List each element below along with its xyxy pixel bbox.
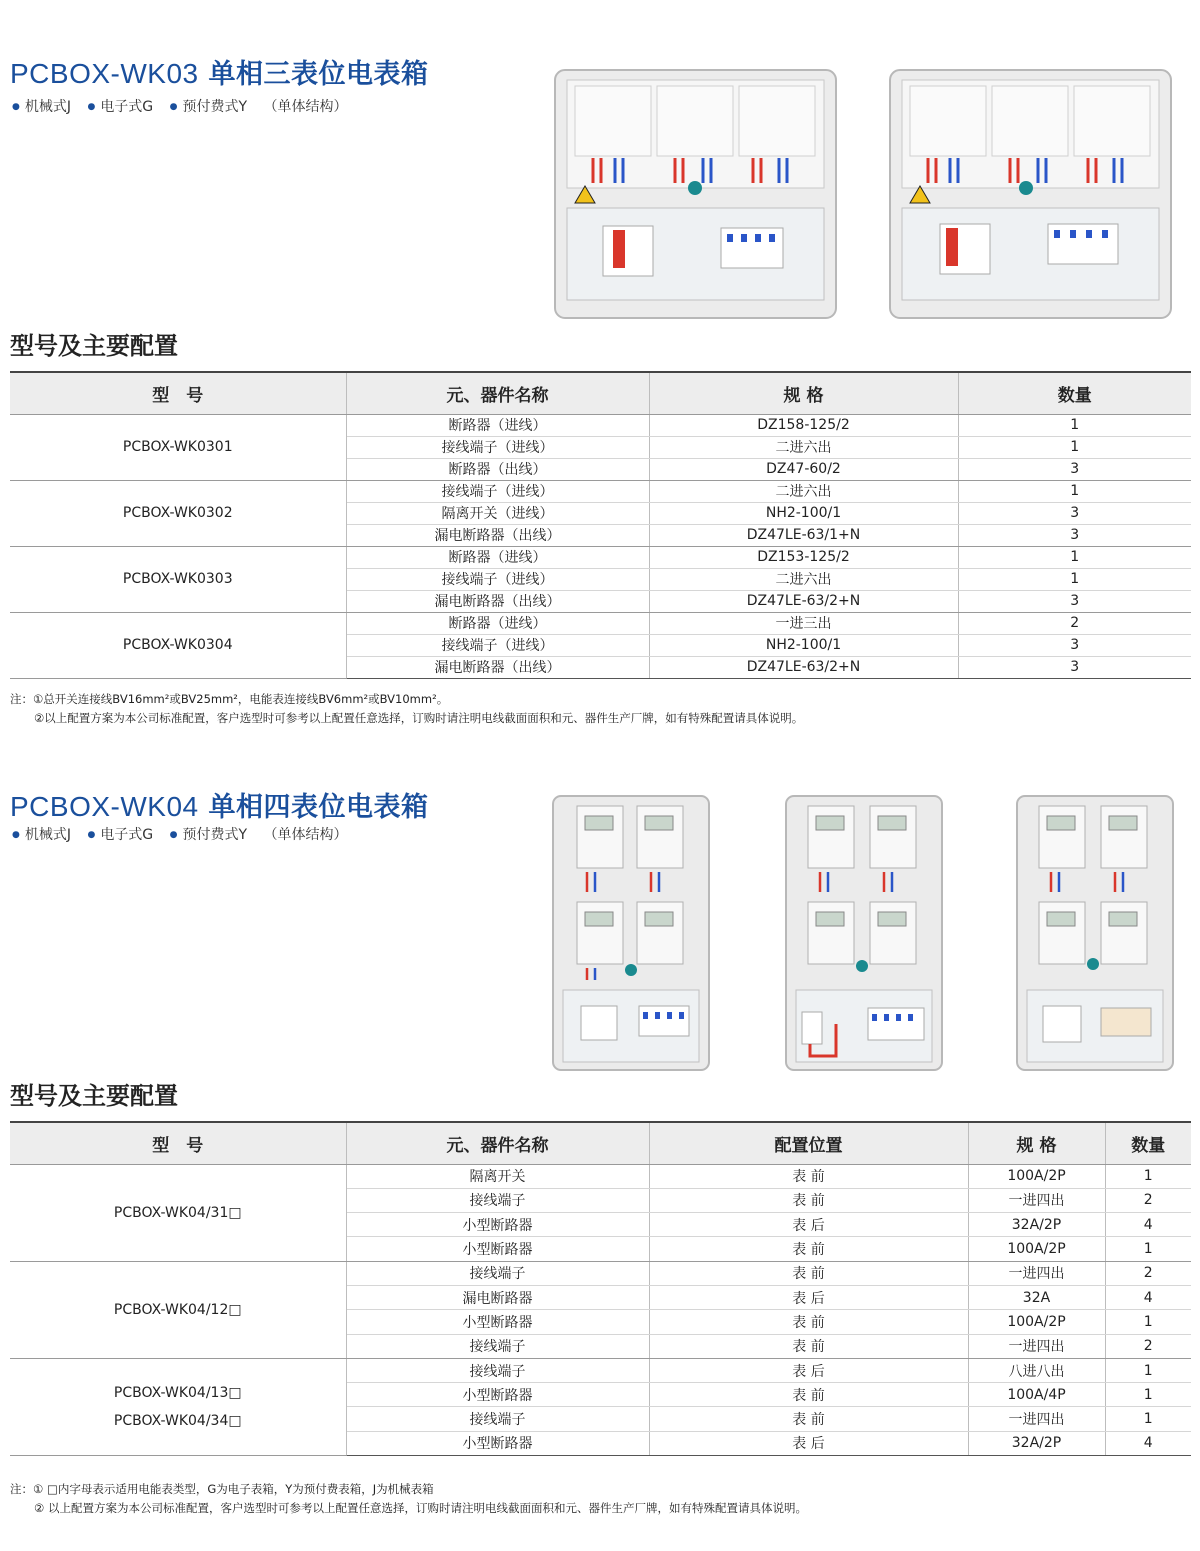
model-name-2: PCBOX-WK04/34□: [113, 1412, 242, 1429]
wk04-title: [10, 785, 429, 824]
qty-cell: 2: [1105, 1334, 1191, 1358]
model-cell: [10, 1358, 346, 1455]
qty-cell: 1: [1105, 1164, 1191, 1188]
wk03-header-component: 元、器件名称: [346, 372, 649, 414]
position-cell: 表 前: [649, 1310, 968, 1334]
table-row: [10, 480, 1191, 502]
wk04-product-photo-3: [1015, 794, 1175, 1072]
component-cell: 漏电断路器（出线）: [346, 524, 649, 546]
component-cell: 漏电断路器（出线）: [346, 590, 649, 612]
wk04-bullet-electronic: ● 电子式G: [87, 827, 153, 843]
qty-cell: 1: [958, 414, 1191, 436]
spec-cell: 100A/4P: [968, 1383, 1105, 1407]
wk04-note-1: 注：① □内字母表示适用电能表类型，G为电子表箱，Y为预付费表箱，J为机械表箱: [10, 1482, 434, 1496]
qty-cell: 3: [958, 458, 1191, 480]
wk03-bullets: [12, 96, 348, 116]
wk03-header-model: 型 号: [10, 372, 346, 414]
wk03-table-header: [10, 372, 1191, 414]
position-cell: 表 前: [649, 1407, 968, 1431]
spec-cell: 32A: [968, 1285, 1105, 1309]
component-cell: 断路器（进线）: [346, 414, 649, 436]
qty-cell: 2: [958, 612, 1191, 634]
model-cell: PCBOX-WK0301: [10, 414, 346, 480]
component-cell: 断路器（进线）: [346, 612, 649, 634]
component-cell: 漏电断路器（出线）: [346, 656, 649, 678]
spec-cell: DZ47LE-63/1+N: [649, 524, 958, 546]
component-cell: 小型断路器: [346, 1237, 649, 1261]
qty-cell: 3: [958, 634, 1191, 656]
wk03-bullet-mechanical: ● 机械式J: [12, 99, 71, 115]
wk03-header-spec: 规 格: [649, 372, 958, 414]
wk04-header-qty: 数量: [1105, 1122, 1191, 1164]
component-cell: 接线端子（进线）: [346, 568, 649, 590]
spec-cell: NH2-100/1: [649, 502, 958, 524]
component-cell: 接线端子: [346, 1407, 649, 1431]
component-cell: 接线端子: [346, 1261, 649, 1285]
position-cell: 表 前: [649, 1383, 968, 1407]
spec-cell: 一进三出: [649, 612, 958, 634]
spec-cell: NH2-100/1: [649, 634, 958, 656]
table-row: [10, 1261, 1191, 1285]
qty-cell: 1: [958, 546, 1191, 568]
spec-cell: 100A/2P: [968, 1310, 1105, 1334]
position-cell: 表 前: [649, 1237, 968, 1261]
wk04-header-component: 元、器件名称: [346, 1122, 649, 1164]
qty-cell: 2: [1105, 1261, 1191, 1285]
component-cell: 断路器（进线）: [346, 546, 649, 568]
position-cell: 表 前: [649, 1188, 968, 1212]
spec-cell: 二进六出: [649, 436, 958, 458]
qty-cell: 4: [1105, 1431, 1191, 1455]
qty-cell: 3: [958, 656, 1191, 678]
qty-cell: 1: [958, 568, 1191, 590]
wk03-note-2: ②以上配置方案为本公司标准配置，客户选型时可参考以上配置任意选择，订购时请注明电线截面面积和元、器件生产厂牌，如有特殊配置请具体说明。: [34, 711, 804, 725]
wk04-header-position: 配置位置: [649, 1122, 968, 1164]
qty-cell: 2: [1105, 1188, 1191, 1212]
spec-cell: 八进八出: [968, 1358, 1105, 1382]
wk03-notes: [10, 690, 803, 728]
wk03-header-qty: 数量: [958, 372, 1191, 414]
component-cell: 接线端子（进线）: [346, 634, 649, 656]
wk03-note-1: 注：①总开关连接线BV16mm²或BV25mm²，电能表连接线BV6mm²或BV10mm²。: [10, 692, 449, 706]
qty-cell: 1: [1105, 1310, 1191, 1334]
qty-cell: 4: [1105, 1213, 1191, 1237]
spec-cell: 一进四出: [968, 1261, 1105, 1285]
position-cell: 表 后: [649, 1431, 968, 1455]
wk04-table-header: [10, 1122, 1191, 1164]
wk04-product-photo-1: [551, 794, 711, 1072]
wk04-bullet-structure: （单体结构）: [263, 827, 348, 843]
spec-cell: DZ47-60/2: [649, 458, 958, 480]
component-cell: 隔离开关: [346, 1164, 649, 1188]
spec-cell: 32A/2P: [968, 1213, 1105, 1237]
component-cell: 断路器（出线）: [346, 458, 649, 480]
qty-cell: 1: [1105, 1237, 1191, 1261]
component-cell: 接线端子: [346, 1188, 649, 1212]
spec-cell: 二进六出: [649, 480, 958, 502]
spec-cell: DZ47LE-63/2+N: [649, 656, 958, 678]
wk04-config-table: [10, 1121, 1191, 1456]
component-cell: 漏电断路器: [346, 1285, 649, 1309]
component-cell: 接线端子（进线）: [346, 480, 649, 502]
table-row: [10, 1358, 1191, 1382]
qty-cell: 1: [1105, 1407, 1191, 1431]
spec-cell: 100A/2P: [968, 1237, 1105, 1261]
wk03-title-name: 单相三表位电表箱: [208, 59, 429, 90]
position-cell: 表 后: [649, 1213, 968, 1237]
spec-cell: 32A/2P: [968, 1431, 1105, 1455]
wk03-config-table: [10, 371, 1191, 679]
qty-cell: 1: [1105, 1358, 1191, 1382]
spec-cell: 一进四出: [968, 1188, 1105, 1212]
component-cell: 接线端子: [346, 1334, 649, 1358]
model-cell: PCBOX-WK0303: [10, 546, 346, 612]
wk04-config-heading: 型号及主要配置: [10, 1082, 178, 1110]
wk03-bullet-prepaid: ● 预付费式Y: [170, 99, 247, 115]
model-cell: PCBOX-WK0304: [10, 612, 346, 678]
component-cell: 小型断路器: [346, 1431, 649, 1455]
wk03-bullet-electronic: ● 电子式G: [87, 99, 153, 115]
position-cell: 表 前: [649, 1334, 968, 1358]
qty-cell: 3: [958, 590, 1191, 612]
spec-cell: 二进六出: [649, 568, 958, 590]
spec-cell: 一进四出: [968, 1334, 1105, 1358]
table-row: [10, 414, 1191, 436]
model-cell: PCBOX-WK04/12□: [10, 1261, 346, 1358]
wk04-title-model: PCBOX-WK04: [10, 791, 199, 822]
qty-cell: 3: [958, 502, 1191, 524]
qty-cell: 1: [958, 436, 1191, 458]
component-cell: 隔离开关（进线）: [346, 502, 649, 524]
component-cell: 小型断路器: [346, 1213, 649, 1237]
model-name: PCBOX-WK04/13□: [113, 1384, 242, 1401]
component-cell: 小型断路器: [346, 1310, 649, 1334]
wk04-bullets: [12, 824, 348, 844]
spec-cell: DZ153-125/2: [649, 546, 958, 568]
spec-cell: DZ47LE-63/2+N: [649, 590, 958, 612]
qty-cell: 1: [1105, 1383, 1191, 1407]
table-row: [10, 546, 1191, 568]
wk04-title-name: 单相四表位电表箱: [208, 792, 429, 823]
wk04-header-spec: 规 格: [968, 1122, 1105, 1164]
wk04-note-2: ② 以上配置方案为本公司标准配置，客户选型时可参考以上配置任意选择，订购时请注明电线截面面积和元、器件生产厂牌，如有特殊配置请具体说明。: [34, 1501, 807, 1515]
qty-cell: 3: [958, 524, 1191, 546]
spec-cell: 100A/2P: [968, 1164, 1105, 1188]
wk03-product-photo-1: [553, 68, 838, 320]
table-row: [10, 1164, 1191, 1188]
qty-cell: 1: [958, 480, 1191, 502]
table-row: [10, 612, 1191, 634]
model-cell: PCBOX-WK0302: [10, 480, 346, 546]
wk04-product-photo-2: [784, 794, 944, 1072]
spec-cell: DZ158-125/2: [649, 414, 958, 436]
wk03-product-photo-2: [888, 68, 1173, 320]
wk04-bullet-prepaid: ● 预付费式Y: [170, 827, 247, 843]
wk03-title-model: PCBOX-WK03: [10, 58, 199, 89]
wk04-notes: [10, 1480, 807, 1518]
component-cell: 接线端子: [346, 1358, 649, 1382]
wk03-title: [10, 52, 429, 91]
component-cell: 小型断路器: [346, 1383, 649, 1407]
model-cell: PCBOX-WK04/31□: [10, 1164, 346, 1261]
wk04-bullet-mechanical: ● 机械式J: [12, 827, 71, 843]
spec-cell: 一进四出: [968, 1407, 1105, 1431]
position-cell: 表 后: [649, 1285, 968, 1309]
position-cell: 表 后: [649, 1358, 968, 1382]
qty-cell: 4: [1105, 1285, 1191, 1309]
position-cell: 表 前: [649, 1261, 968, 1285]
wk03-config-heading: 型号及主要配置: [10, 332, 178, 360]
position-cell: 表 前: [649, 1164, 968, 1188]
wk04-header-model: 型 号: [10, 1122, 346, 1164]
wk03-bullet-structure: （单体结构）: [263, 99, 348, 115]
component-cell: 接线端子（进线）: [346, 436, 649, 458]
